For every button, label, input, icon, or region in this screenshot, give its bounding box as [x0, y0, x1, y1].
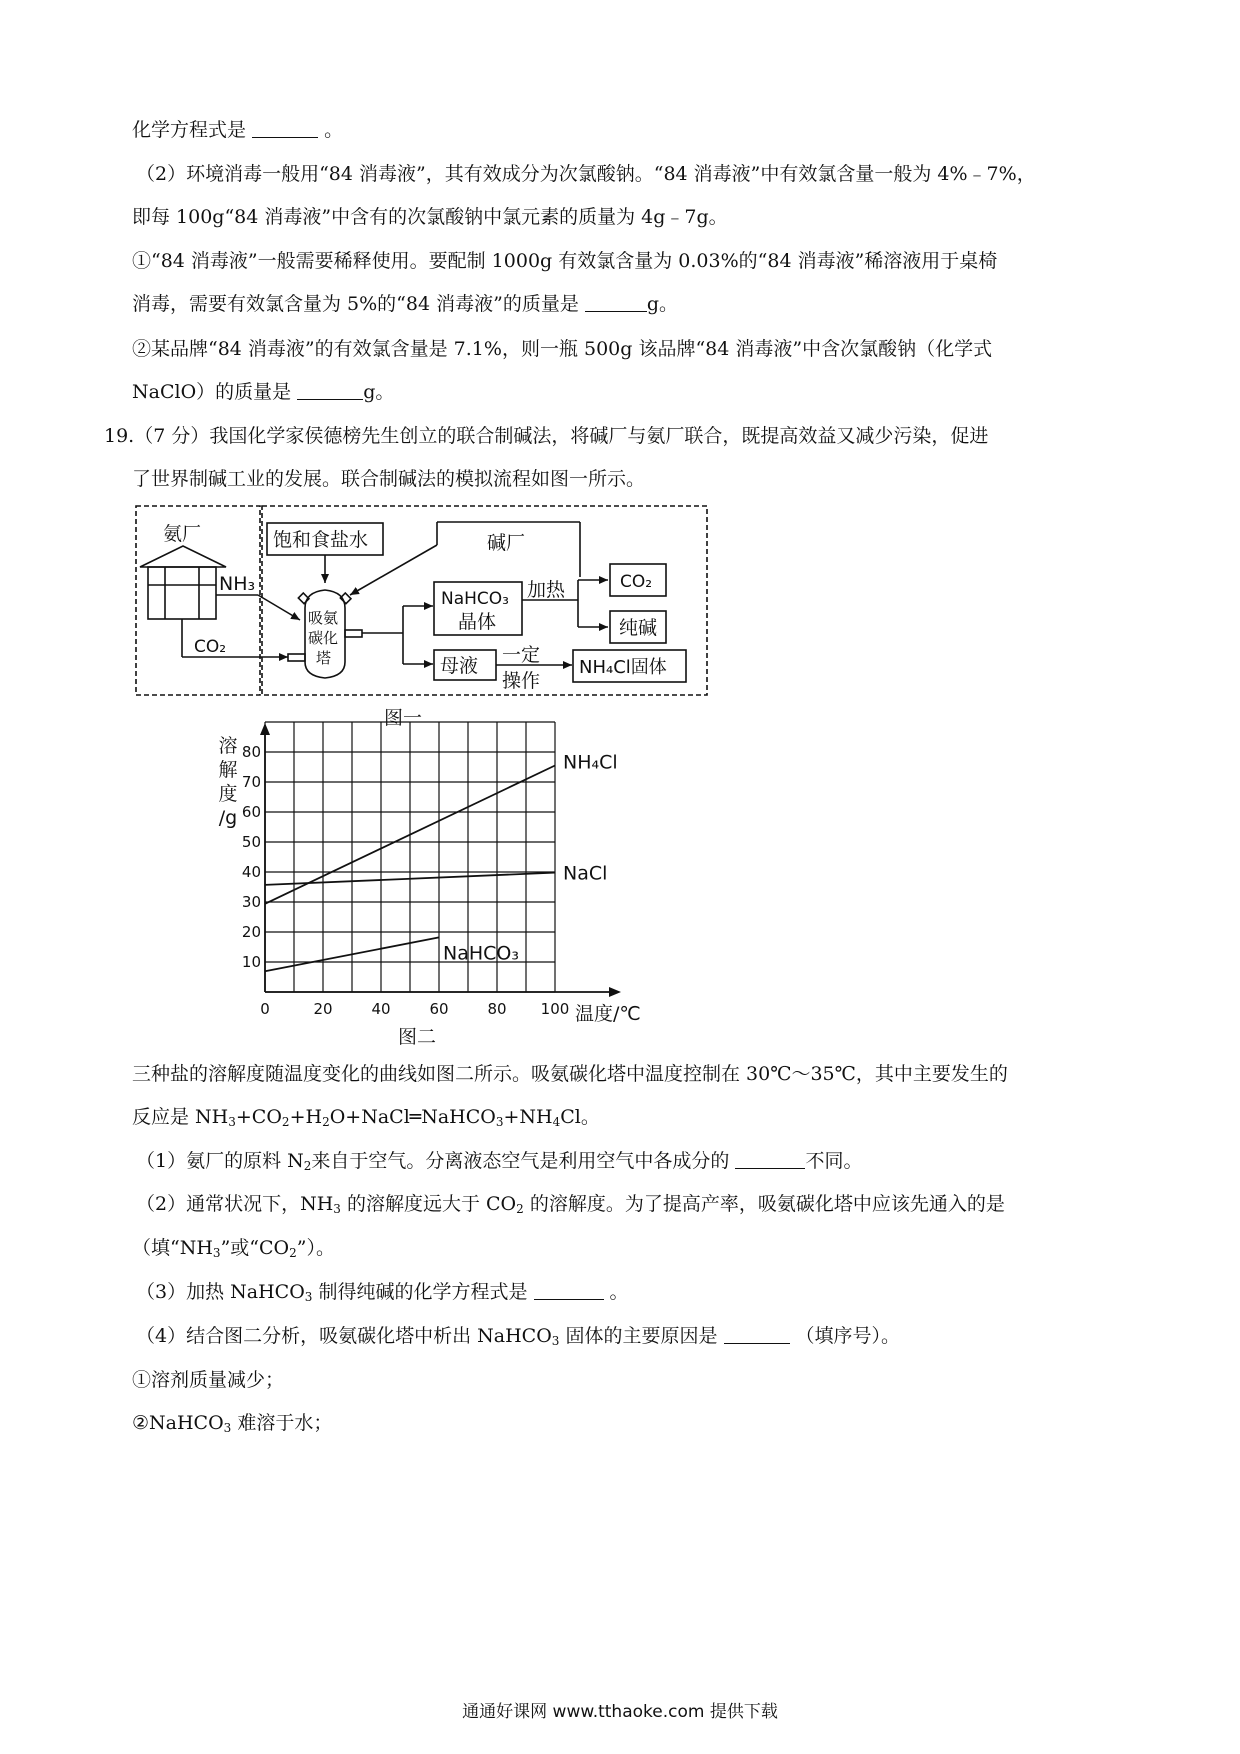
sub-question-4: （4）结合图二分析，吸氨碳化塔中析出 NaHCO$_3$ 固体的主要原因是 （填序号）。: [136, 1325, 901, 1348]
y-axis-label: /g: [218, 807, 238, 829]
tower-label-2: 碳化: [308, 629, 339, 647]
text-line: ②某品牌“84 消毒液”的有效氯含量是 7.1%，则一瓶 500g 该品牌“84 消毒液”中含次氯酸钠（化学式: [132, 338, 993, 360]
ammonia-plant-label: 氨厂: [163, 523, 202, 545]
series-label: NH₄Cl: [563, 751, 618, 774]
solubility-chart: [200, 720, 900, 1050]
y-tick-label: 60: [241, 803, 261, 821]
series-label: NaHCO₃: [443, 942, 519, 965]
operation-label-1: 一定: [502, 644, 541, 666]
y-axis-label: 解: [218, 759, 238, 781]
sub-question-1: （1）氨厂的原料 $N_2$来自于空气。分离液态空气是利用空气中各成分的 不同。: [136, 1150, 863, 1173]
figure2-caption: 图二: [398, 1026, 437, 1048]
co2-output-label: CO₂: [620, 572, 653, 592]
text-line: 了世界制碱工业的发展。联合制碱法的模拟流程如图一所示。: [132, 468, 646, 490]
reaction-equation-line: 反应是 $NH_3+CO_2+H_2O+NaCl═NaHCO_3+NH_4Cl$。: [132, 1106, 600, 1129]
nh4cl-solid-label: NH₄Cl固体: [579, 657, 667, 678]
x-tick-label: 100: [540, 1000, 570, 1018]
y-tick-label: 20: [241, 923, 261, 941]
text-line: （填“$NH_3$”或“$CO_2$”）。: [132, 1237, 335, 1260]
x-tick-label: 60: [429, 1000, 449, 1018]
question-19-line: 19.（7 分）我国化学家侯德榜先生创立的联合制碱法，将碱厂与氨厂联合，既提高效益又减少污染，促进: [104, 425, 989, 447]
y-tick-label: 40: [241, 863, 261, 881]
mother-liquor-label: 母液: [440, 655, 479, 677]
y-tick-label: 10: [241, 953, 261, 971]
text-line: 消毒，需要有效氯含量为 5%的“84 消毒液”的质量是 g。: [132, 293, 679, 315]
soda-ash-label: 纯碱: [619, 617, 658, 639]
text-line: 三种盐的溶解度随温度变化的曲线如图二所示。吸氨碳化塔中温度控制在 30℃～35℃，其中主要发生的: [132, 1063, 1008, 1085]
x-tick-label: 0: [260, 1000, 270, 1018]
x-tick-label: 80: [487, 1000, 507, 1018]
co2-input-label: CO₂: [194, 637, 227, 657]
option-1: ①溶剂质量减少；: [132, 1369, 285, 1391]
text-line: NaClO）的质量是 g。: [132, 381, 395, 403]
option-2: ②NaHCO$_3$ 难溶于水；: [132, 1412, 333, 1435]
tower-label-3: 塔: [316, 649, 332, 667]
x-tick-label: 20: [313, 1000, 333, 1018]
factory-roof: [140, 546, 226, 567]
series-label: NaCl: [563, 862, 608, 885]
sub-question-2: （2）通常状况下，$NH_3$ 的溶解度远大于 $CO_2$ 的溶解度。为了提高产率，吸氨碳化塔中应该先通入的是: [136, 1193, 1005, 1216]
y-axis-label: 度: [218, 783, 238, 805]
answer-blank[interactable]: [735, 1150, 805, 1169]
y-tick-label: 50: [241, 833, 261, 851]
nh3-label: NH₃: [219, 573, 256, 595]
y-tick-label: 80: [241, 743, 261, 761]
text-line: ①“84 消毒液”一般需要稀释使用。要配制 1000g 有效氯含量为 0.03%的“84 消毒液”稀溶液用于桌椅: [132, 250, 998, 272]
soda-plant-label: 碱厂: [487, 532, 526, 554]
text-line: 即每 100g“84 消毒液”中含有的次氯酸钠中氯元素的质量为 4g﹣7g。: [132, 206, 728, 228]
crystal-label: 晶体: [458, 611, 497, 633]
operation-label-2: 操作: [502, 670, 541, 692]
y-tick-label: 30: [241, 893, 261, 911]
factory-body: [148, 567, 216, 619]
heat-label: 加热: [527, 579, 566, 601]
text-line: （2）环境消毒一般用“84 消毒液”，其有效成分为次氯酸钠。“84 消毒液”中有效氯含量一般为 4%﹣7%，: [136, 163, 1036, 185]
x-axis-arrow: [609, 987, 621, 997]
footer: 通通好课网 www.tthaoke.com 提供下载: [462, 1702, 778, 1722]
answer-blank[interactable]: [534, 1281, 604, 1300]
y-tick-label: 70: [241, 773, 261, 791]
figure1-caption: 图一: [384, 707, 423, 729]
answer-blank[interactable]: [724, 1325, 790, 1344]
brine-label: 饱和食盐水: [273, 529, 369, 551]
nahco3-label: NaHCO₃: [441, 589, 509, 609]
text-line: 化学方程式是 。: [132, 119, 344, 141]
y-axis-arrow: [260, 723, 270, 735]
x-tick-label: 40: [371, 1000, 391, 1018]
sub-question-3: （3）加热 NaHCO$_3$ 制得纯碱的化学方程式是 。: [136, 1281, 629, 1304]
y-axis-label: 溶: [218, 735, 238, 757]
process-flow-diagram: [0, 0, 1240, 700]
tower-label-1: 吸氨: [308, 609, 339, 627]
x-axis-label: 温度/℃: [575, 1003, 641, 1025]
